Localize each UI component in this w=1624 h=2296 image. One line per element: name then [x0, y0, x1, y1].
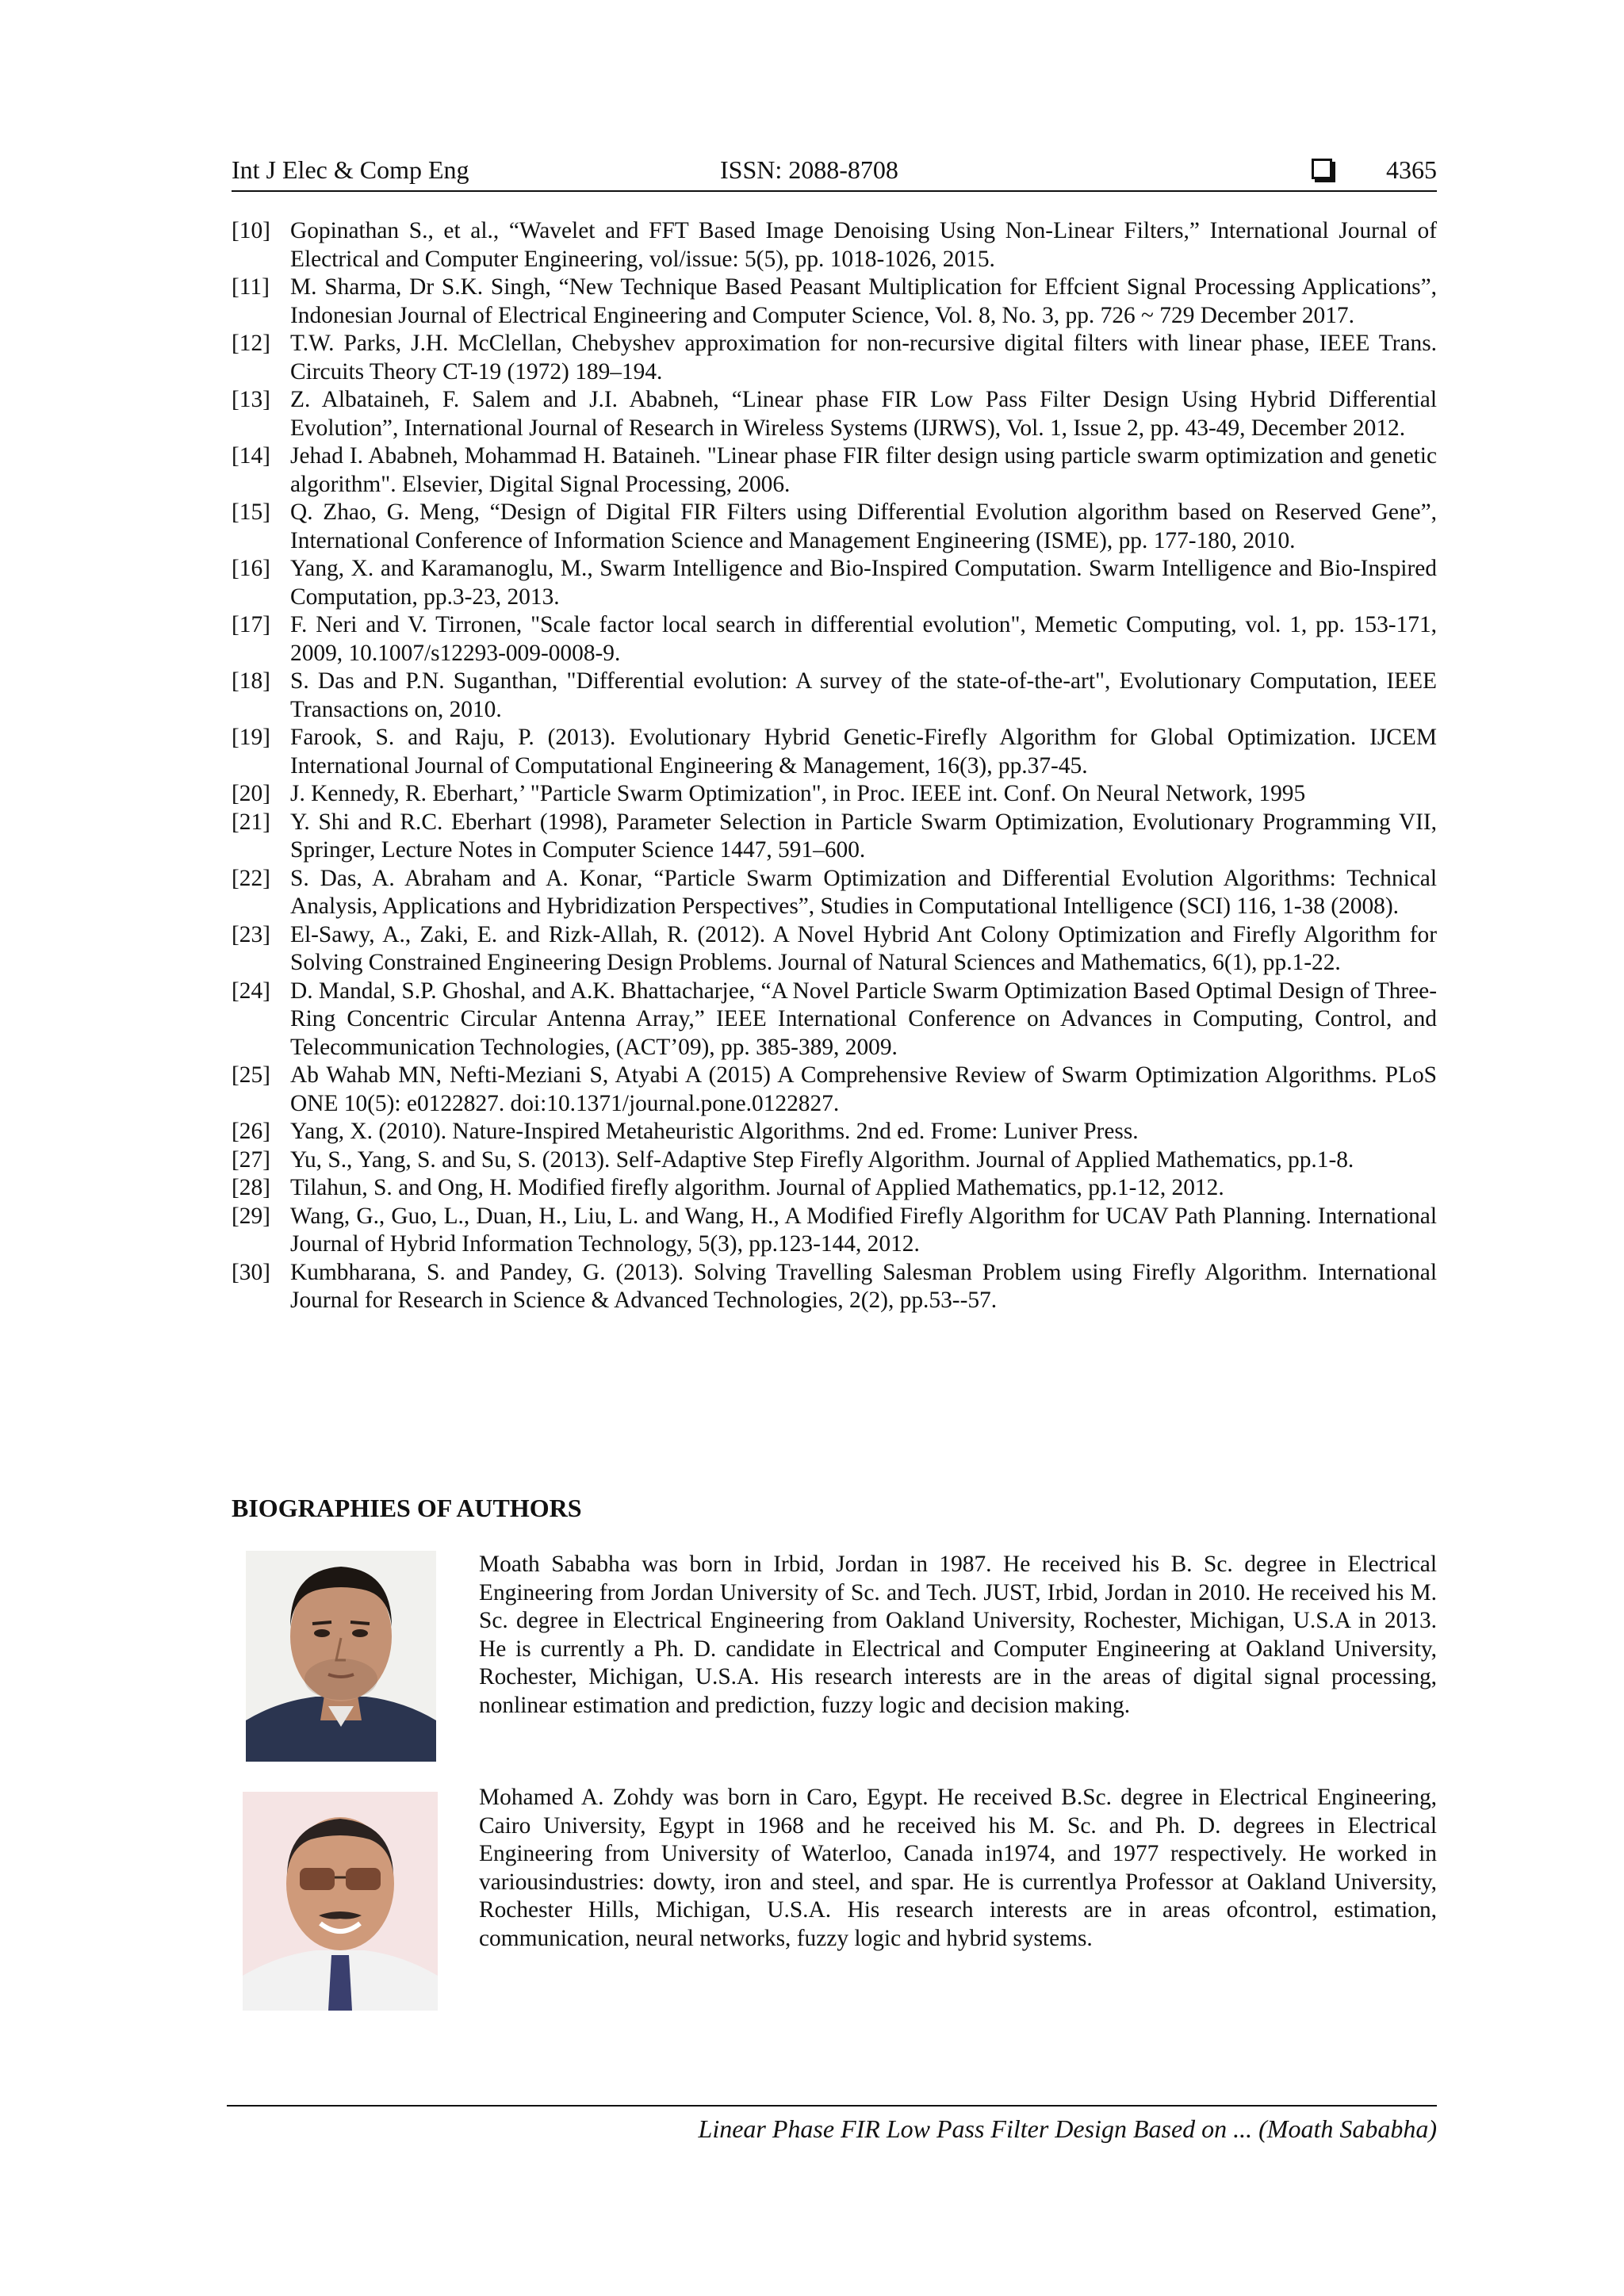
reference-text: F. Neri and V. Tirronen, "Scale factor local search in differential evolution", Memetic Computing, vol. 1, pp. 153-171, 2009, 10.1007/s12293-009-0008-9. — [290, 612, 1437, 666]
reference-item — [232, 865, 1437, 921]
reference-text: Gopinathan S., et al., “Wavelet and FFT Based Image Denoising Using Non-Linear Filters,” International Journal of Electrical and Computer Engineering, vol/issue: 5(5), pp. 1018-1026, 2015. — [290, 218, 1437, 272]
square-box-icon — [1312, 159, 1332, 179]
reference-text: Yang, X. (2010). Nature-Inspired Metaheuristic Algorithms. 2nd ed. Frome: Luniver Press. — [290, 1119, 1139, 1144]
reference-text: D. Mandal, S.P. Ghoshal, and A.K. Bhattacharjee, “A Novel Particle Swarm Optimization Based Optimal Design of Three-Ring Concentric Circular Antenna Array,” IEEE International Conference on Advances in Computing, Control, and Telecommunication Technologies, (ACT’09), pp. 385-389, 2009. — [290, 978, 1437, 1060]
reference-number: [27] — [232, 1146, 270, 1173]
reference-item — [232, 1118, 1437, 1146]
reference-number: [14] — [232, 443, 270, 469]
reference-item — [232, 330, 1437, 386]
author-photo-2 — [243, 1792, 438, 2011]
reference-item — [232, 780, 1437, 809]
reference-number: [23] — [232, 921, 270, 947]
author-bio-2 — [232, 1784, 1437, 2014]
reference-number: [11] — [232, 274, 270, 300]
reference-text: Farook, S. and Raju, P. (2013). Evolutionary Hybrid Genetic-Firefly Algorithm for Global Optimization. IJCEM International Journal of Computational Engineering & Management, 16(3), pp.37-45. — [290, 725, 1437, 779]
footer-rule — [227, 2105, 1437, 2107]
reference-item — [232, 1259, 1437, 1315]
journal-name: Int J Elec & Comp Eng — [232, 155, 469, 184]
reference-number: [15] — [232, 499, 270, 525]
reference-text: Q. Zhao, G. Meng, “Design of Digital FIR Filters using Differential Evolution algorithm based on Reserved Gene”, International Conference of Information Science and Management Engineering (ISME), pp. 177-180, 2010. — [290, 499, 1437, 553]
reference-number: [24] — [232, 978, 270, 1004]
reference-number: [29] — [232, 1203, 270, 1229]
reference-number: [26] — [232, 1119, 270, 1144]
reference-number: [18] — [232, 668, 270, 694]
reference-item — [232, 499, 1437, 555]
reference-number: [12] — [232, 331, 270, 356]
reference-item — [232, 1174, 1437, 1203]
reference-text: Ab Wahab MN, Nefti-Meziani S, Atyabi A (2015) A Comprehensive Review of Swarm Optimization Algorithms. PLoS ONE 10(5): e0122827. doi:10.1371/journal.pone.0122827. — [290, 1062, 1437, 1116]
reference-item — [232, 978, 1437, 1062]
author-bio-text-2: Mohamed A. Zohdy was born in Caro, Egypt. He received B.Sc. degree in Electrical Engineering, Cairo University, Egypt in 1968 and he received his M. Sc. and Ph. D. degrees in Electrical Engineering from University of Waterloo, Canada in1974, and 1977 respectively. He worked in variousindustries: dowty, iron and steel, and spar. He is currentlya Professor at Oakland University, Rochester Hills, Michigan, U.S.A. His research interests are in areas ofcontrol, estimation, communication, neural networks, fuzzy logic and hybrid systems. — [479, 1785, 1437, 1951]
reference-number: [19] — [232, 725, 270, 750]
reference-number: [16] — [232, 556, 270, 581]
reference-text: Yu, S., Yang, S. and Su, S. (2013). Self-Adaptive Step Firefly Algorithm. Journal of Applied Mathematics, pp.1-8. — [290, 1146, 1354, 1173]
reference-item — [232, 1203, 1437, 1259]
page-number: 4365 — [1386, 155, 1437, 184]
reference-text: S. Das, A. Abraham and A. Konar, “Particle Swarm Optimization and Differential Evolution Algorithms: Technical Analysis, Applications and Hybridization Perspectives”, Studies in Computational Intelligence (SCI) 116, 1-38 (2008). — [290, 865, 1437, 919]
reference-number: [20] — [232, 781, 270, 806]
reference-item — [232, 386, 1437, 442]
reference-text: Tilahun, S. and Ong, H. Modified firefly algorithm. Journal of Applied Mathematics, pp.1-12, 2012. — [290, 1175, 1224, 1200]
running-footer-title: Linear Phase FIR Low Pass Filter Design Based on ... (Moath Sababha) — [698, 2114, 1437, 2143]
reference-number: [21] — [232, 809, 270, 835]
reference-item — [232, 921, 1437, 978]
reference-text: Z. Albataineh, F. Salem and J.I. Ababneh, “Linear phase FIR Low Pass Filter Design Using Hybrid Differential Evolution”, International Journal of Research in Wireless Systems (IJRWS), Vol. 1, Issue 2, pp. 43-49, December 2012. — [290, 387, 1437, 441]
reference-item — [232, 217, 1437, 274]
reference-number: [28] — [232, 1175, 270, 1200]
reference-text: El-Sawy, A., Zaki, E. and Rizk-Allah, R. (2012). A Novel Hybrid Ant Colony Optimization and Firefly Algorithm for Solving Constrained Engineering Design Problems. Journal of Natural Sciences and Mathematics, 6(1), pp.1-22. — [290, 921, 1437, 975]
reference-text: M. Sharma, Dr S.K. Singh, “New Technique Based Peasant Multiplication for Effcient Signal Processing Applications”, Indonesian Journal of Electrical Engineering and Computer Science, Vol. 8, No. 3, pp. 726 ~ 729 December 2017. — [290, 274, 1437, 328]
reference-item — [232, 1146, 1437, 1175]
reference-text: Yang, X. and Karamanoglu, M., Swarm Intelligence and Bio-Inspired Computation. Swarm Intelligence and Bio-Inspired Computation, pp.3-23, 2013. — [290, 556, 1437, 610]
reference-number: [22] — [232, 865, 270, 891]
reference-item — [232, 1062, 1437, 1118]
reference-number: [17] — [232, 612, 270, 637]
reference-item — [232, 555, 1437, 611]
running-header — [232, 152, 1437, 187]
reference-list — [232, 217, 1437, 1315]
reference-item — [232, 809, 1437, 865]
reference-number: [30] — [232, 1259, 270, 1285]
reference-text: T.W. Parks, J.H. McClellan, Chebyshev approximation for non-recursive digital filters with linear phase, IEEE Trans. Circuits Theory CT-19 (1972) 189–194. — [290, 331, 1437, 385]
author-photo-1 — [246, 1551, 436, 1762]
reference-number: [13] — [232, 387, 270, 412]
reference-number: [25] — [232, 1062, 270, 1088]
reference-text: Kumbharana, S. and Pandey, G. (2013). Solving Travelling Salesman Problem using Firefly Algorithm. International Journal for Research in Science & Advanced Technologies, 2(2), pp.53--57. — [290, 1259, 1437, 1313]
reference-item — [232, 442, 1437, 499]
reference-item — [232, 668, 1437, 724]
reference-text: Wang, G., Guo, L., Duan, H., Liu, L. and Wang, H., A Modified Firefly Algorithm for UCAV Path Planning. International Journal of Hybrid Information Technology, 5(3), pp.123-144, 2012. — [290, 1203, 1437, 1257]
author-bio-text-1: Moath Sababha was born in Irbid, Jordan in 1987. He received his B. Sc. degree in Electrical Engineering from Jordan University of Sc. and Tech. JUST, Irbid, Jordan in 2010. He received his M. Sc. degree in Electrical Engineering from Oakland University, Rochester, Michigan, U.S.A in 2013. He is currently a Ph. D. candidate in Electrical and Computer Engineering at Oakland University, Rochester, Michigan, U.S.A. His research interests are in the areas of digital signal processing, nonlinear estimation and prediction, fuzzy logic and decision making. — [479, 1552, 1437, 1718]
reference-number: [10] — [232, 218, 270, 243]
reference-text: S. Das and P.N. Suganthan, "Differential evolution: A survey of the state-of-the-art", Evolutionary Computation, IEEE Transactions on, 2010. — [290, 668, 1437, 722]
issn: ISSN: 2088-8708 — [720, 155, 898, 184]
biographies-heading: BIOGRAPHIES OF AUTHORS — [232, 1494, 582, 1522]
header-rule — [232, 190, 1437, 192]
reference-text: Jehad I. Ababneh, Mohammad H. Bataineh. "Linear phase FIR filter design using particle swarm optimization and genetic algorithm". Elsevier, Digital Signal Processing, 2006. — [290, 443, 1437, 497]
reference-text: Y. Shi and R.C. Eberhart (1998), Parameter Selection in Particle Swarm Optimization, Evolutionary Programming VII, Springer, Lecture Notes in Computer Science 1447, 591–600. — [290, 809, 1437, 863]
reference-item — [232, 611, 1437, 668]
reference-text: J. Kennedy, R. Eberhart,’ "Particle Swarm Optimization", in Proc. IEEE int. Conf. On Neural Network, 1995 — [290, 781, 1306, 806]
author-bio-1 — [232, 1551, 1437, 1765]
reference-item — [232, 274, 1437, 330]
reference-item — [232, 724, 1437, 780]
